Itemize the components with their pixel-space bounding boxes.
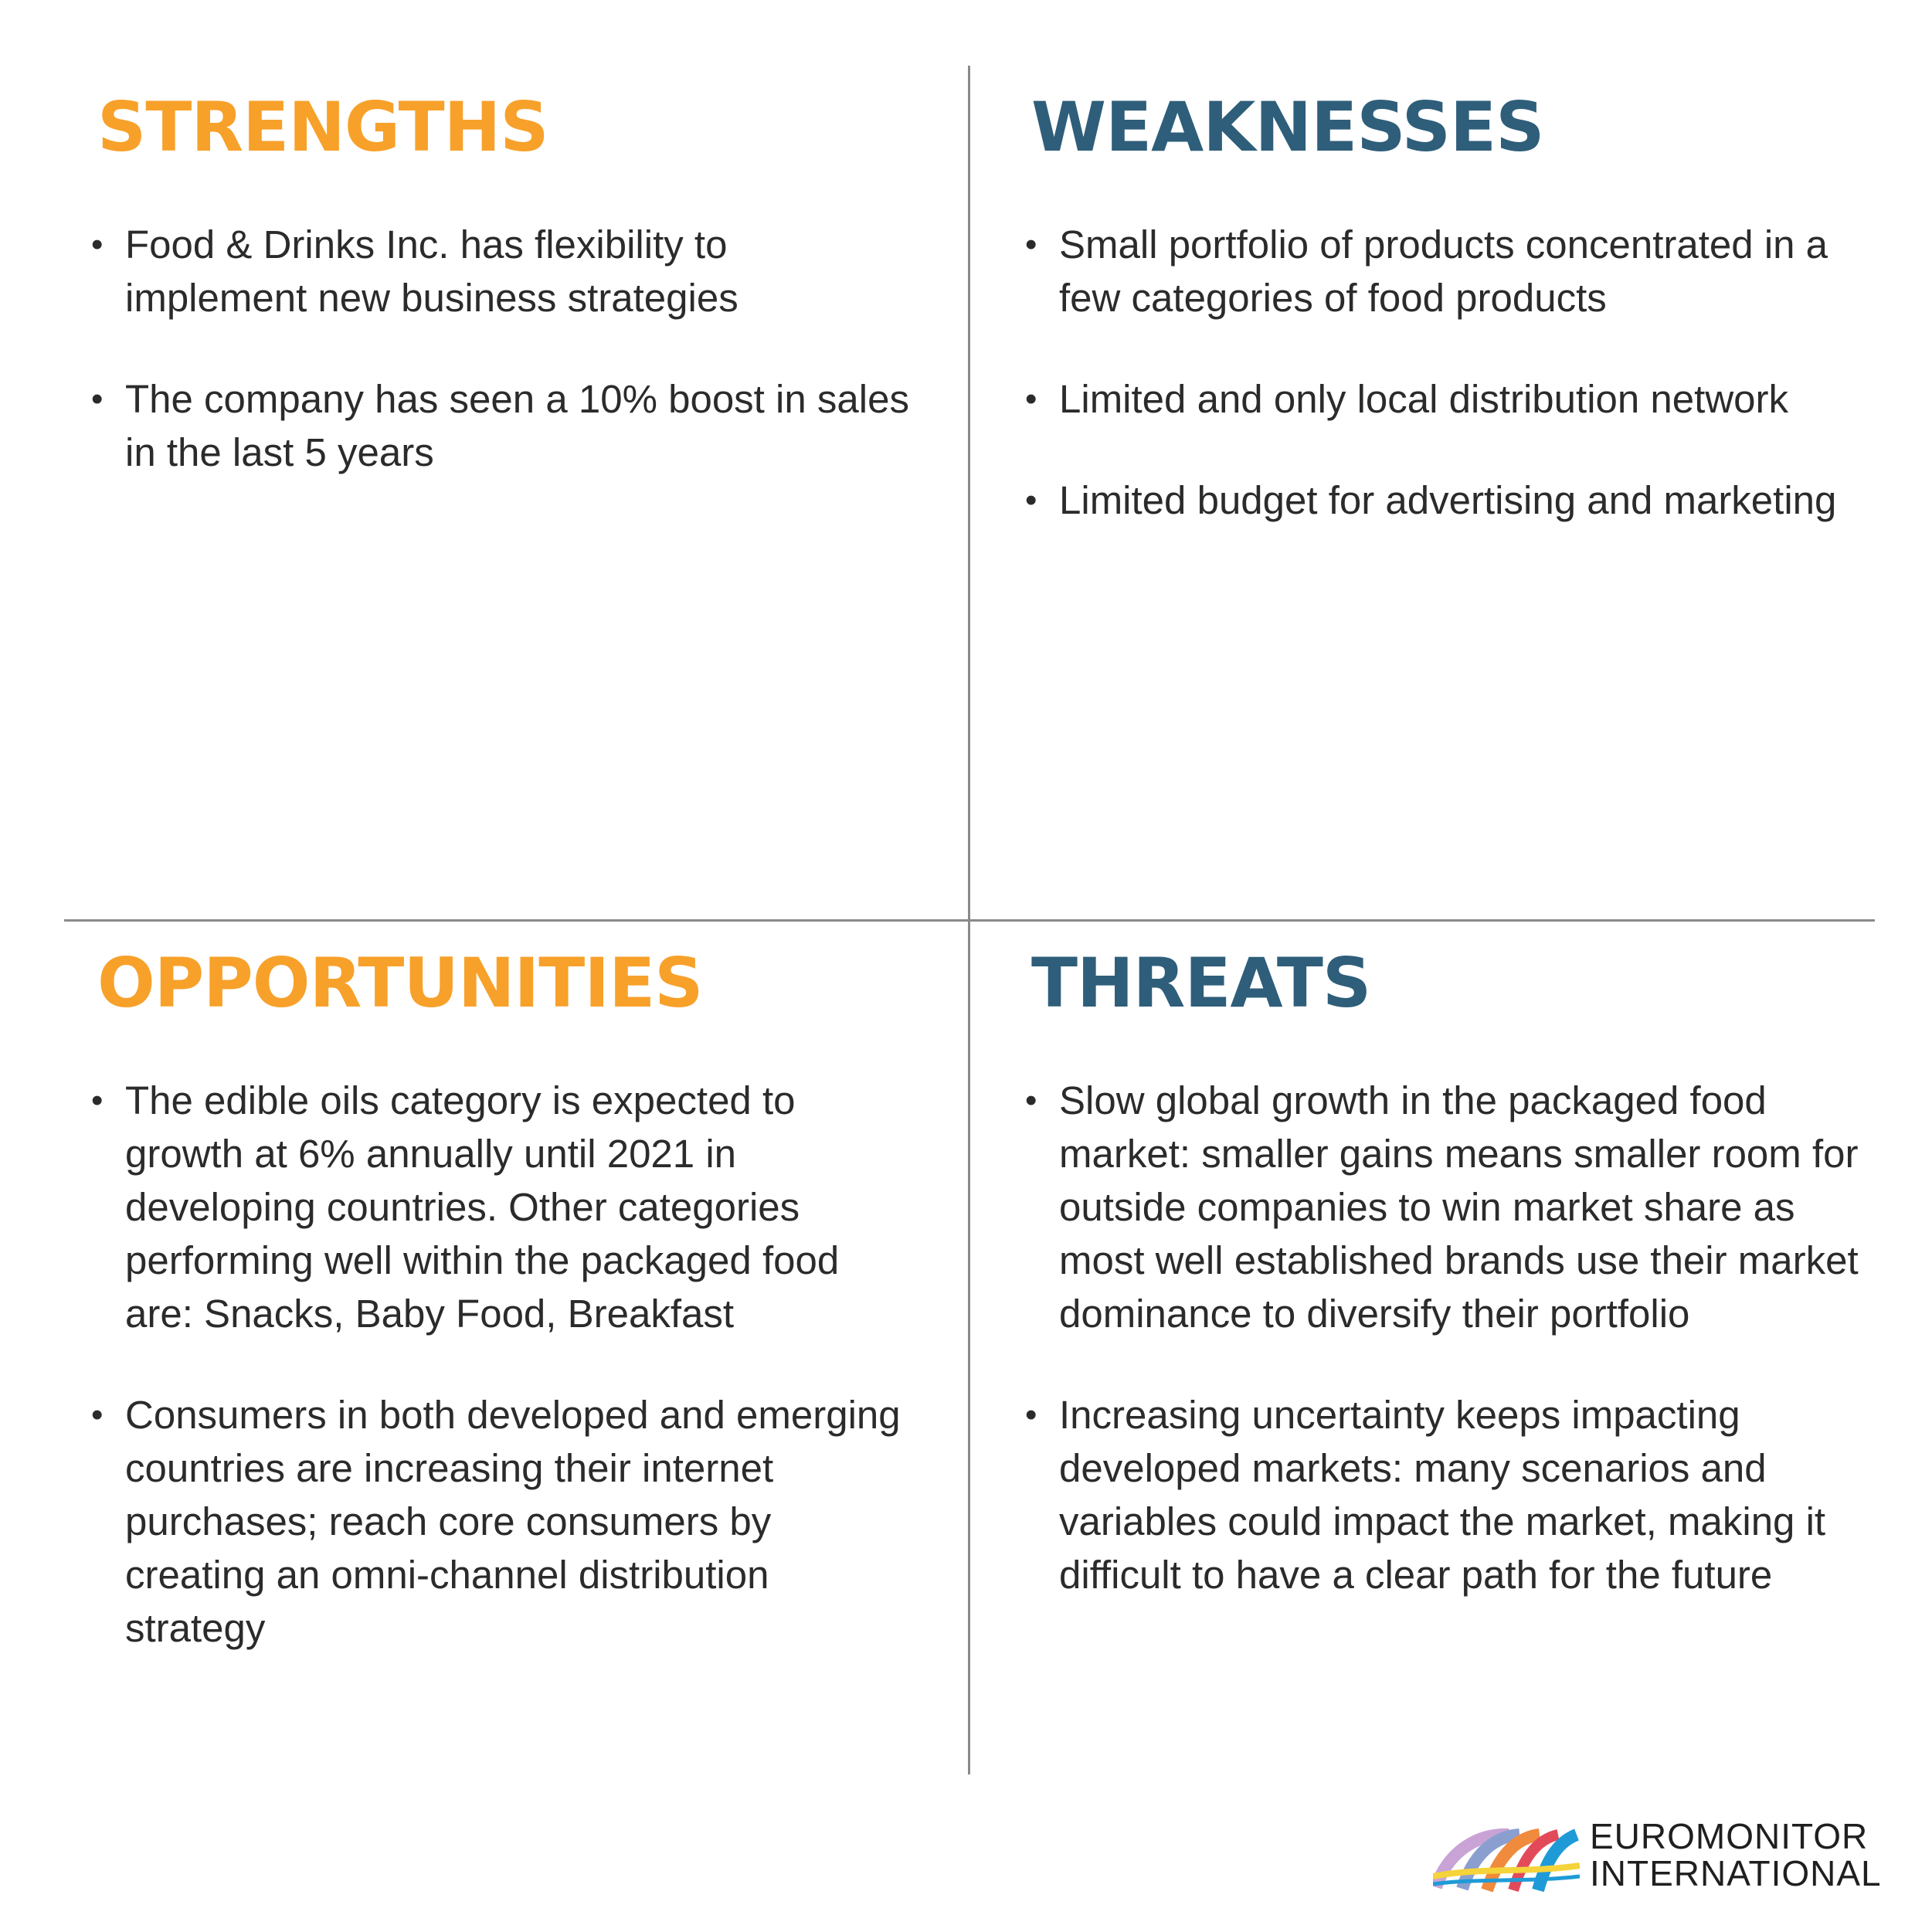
list-item (1025, 1388, 1866, 1601)
list-item (1025, 474, 1866, 527)
list-item (91, 1074, 916, 1340)
logo-wordmark (1590, 1818, 1882, 1892)
threats-list (1025, 1074, 1866, 1601)
threats-item-text: Increasing uncertainty keeps impacting developed markets: many scenarios and variables could impact the market, making it difficult to have a clear path for the future (1059, 1393, 1826, 1597)
list-item (91, 218, 916, 324)
logo-arches-icon (1433, 1819, 1580, 1893)
list-item (1025, 218, 1866, 324)
weaknesses-heading: WEAKNESSES (1031, 87, 1544, 167)
list-item (1025, 1074, 1866, 1340)
strengths-list (91, 218, 916, 479)
bullet-icon: • (91, 380, 104, 418)
strengths-item-text: The company has seen a 10% boost in sales in the last 5 years (125, 377, 909, 474)
weaknesses-quadrant (1025, 85, 1866, 575)
bullet-icon: • (91, 1396, 104, 1434)
list-item (91, 372, 916, 479)
bullet-icon: • (1025, 481, 1037, 519)
horizontal-divider (64, 919, 1875, 922)
weaknesses-item-text: Limited and only local distribution network (1059, 377, 1788, 421)
opportunities-item-text: The edible oils category is expected to growth at 6% annually until 2021 in developing countries. Other categories performing well within the packaged food are: Snacks, Baby Food, Breakfast (125, 1078, 840, 1336)
logo-line-2: INTERNATIONAL (1590, 1853, 1882, 1893)
bullet-icon: • (1025, 380, 1037, 418)
opportunities-item-text: Consumers in both developed and emerging countries are increasing their internet purchases; reach core consumers by creating an omni-channel distribution strategy (125, 1393, 901, 1650)
bullet-icon: • (91, 1081, 104, 1119)
strengths-quadrant (91, 85, 916, 527)
list-item (1025, 372, 1866, 426)
weaknesses-item-text: Small portfolio of products concentrated in a few categories of food products (1059, 222, 1828, 320)
bullet-icon: • (1025, 1081, 1037, 1119)
euromonitor-logo (1433, 1816, 1882, 1893)
list-item (91, 1388, 916, 1655)
strengths-item-text: Food & Drinks Inc. has flexibility to implement new business strategies (125, 222, 739, 320)
weaknesses-item-text: Limited budget for advertising and marketing (1059, 478, 1837, 522)
opportunities-list (91, 1074, 916, 1655)
bullet-icon: • (1025, 226, 1037, 263)
weaknesses-list (1025, 218, 1866, 527)
opportunities-heading: OPPORTUNITIES (97, 943, 703, 1023)
threats-quadrant (1025, 941, 1866, 1649)
opportunities-quadrant (91, 941, 916, 1703)
threats-heading: THREATS (1031, 943, 1371, 1023)
threats-item-text: Slow global growth in the packaged food market: smaller gains means smaller room for outside companies to win market share as most well established brands use their market dominance to diversify their portfolio (1059, 1078, 1859, 1336)
strengths-heading: STRENGTHS (97, 87, 548, 167)
bullet-icon: • (91, 226, 104, 263)
bullet-icon: • (1025, 1396, 1037, 1434)
logo-line-1: EUROMONITOR (1590, 1816, 1869, 1856)
